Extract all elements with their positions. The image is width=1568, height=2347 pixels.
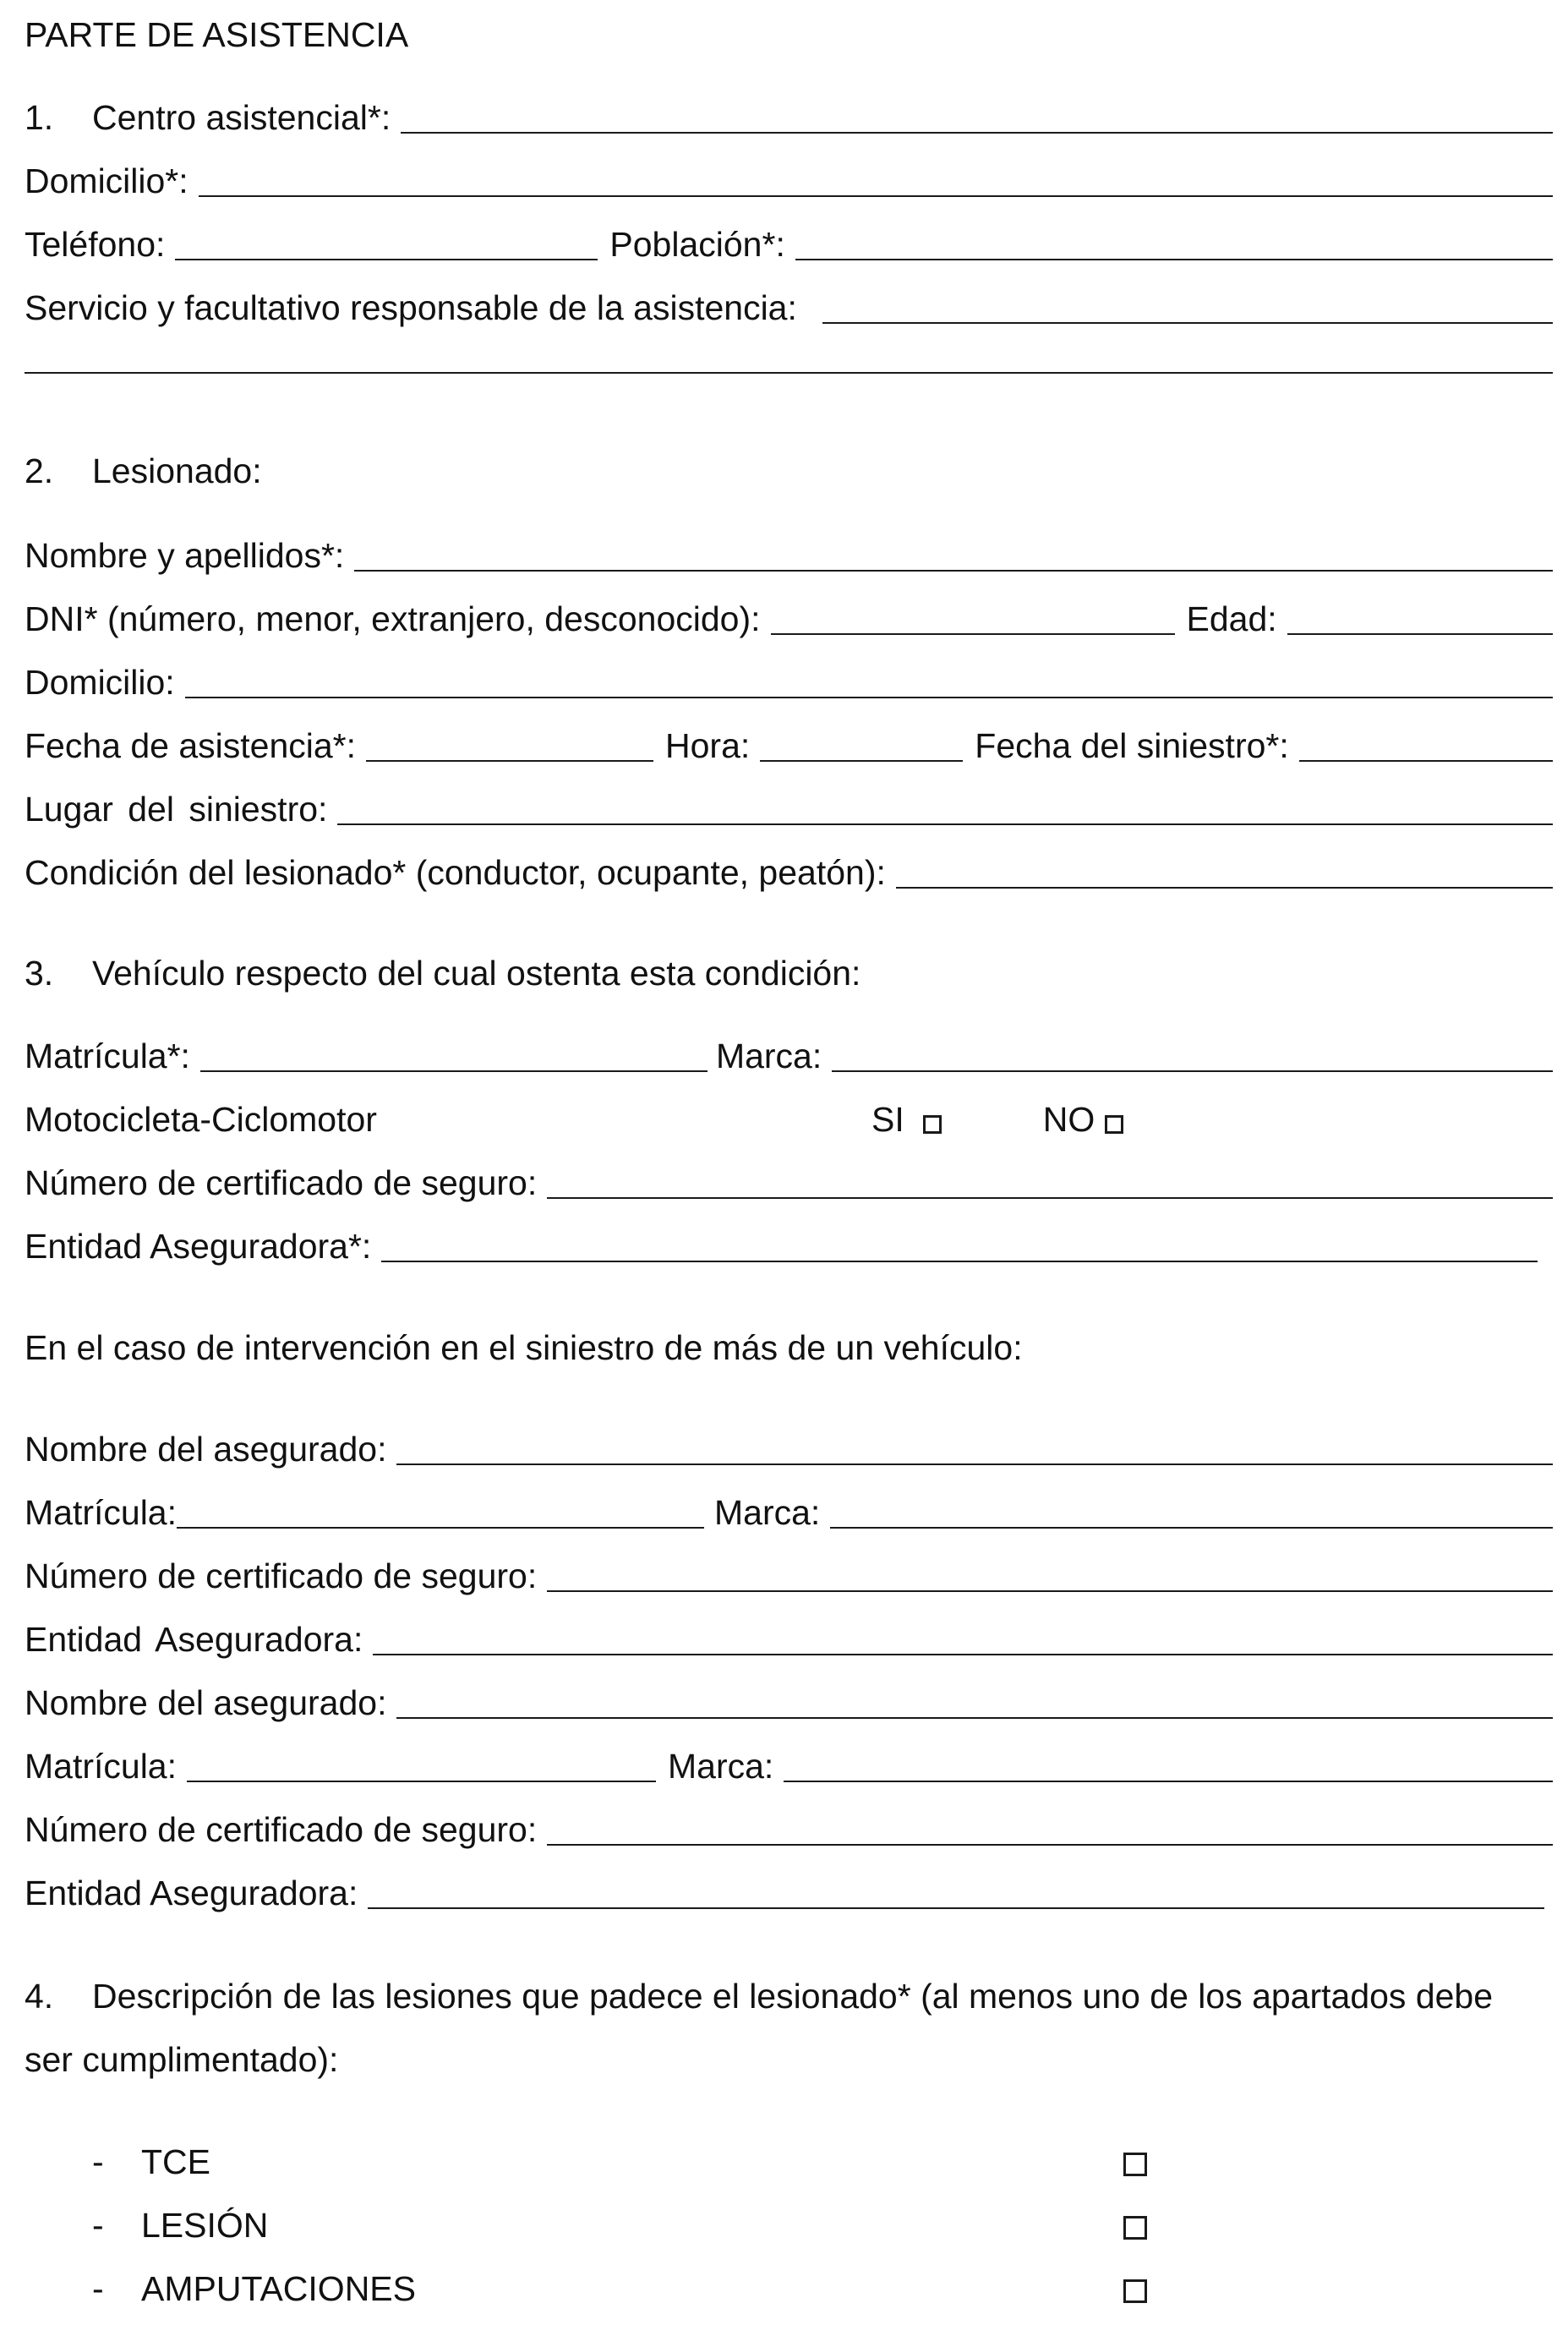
entidad-row bbox=[25, 1213, 1553, 1264]
centro-asistencial-row bbox=[25, 85, 1553, 135]
lugar-siniestro-field[interactable] bbox=[337, 823, 1553, 825]
v2-matricula-marca-row bbox=[25, 1480, 1553, 1530]
hora-label: Hora: bbox=[665, 726, 751, 765]
poblacion-label: Población*: bbox=[609, 225, 785, 264]
motocicleta-row bbox=[25, 1086, 1553, 1137]
v3-marca-label: Marca: bbox=[668, 1747, 774, 1786]
v2-entidad-field[interactable] bbox=[373, 1654, 1553, 1655]
certificado-label: Número de certificado de seguro: bbox=[25, 1163, 538, 1202]
domicilio-lesionado-label: Domicilio: bbox=[25, 663, 175, 702]
marca-label: Marca: bbox=[715, 1037, 822, 1075]
nombre-apellidos-label: Nombre y apellidos*: bbox=[25, 536, 345, 575]
section1-number: 1. bbox=[25, 98, 54, 137]
v2-marca-label: Marca: bbox=[714, 1493, 821, 1532]
telefono-label: Teléfono: bbox=[25, 225, 166, 264]
condicion-field[interactable] bbox=[896, 887, 1553, 889]
list-dash: - bbox=[92, 2142, 104, 2181]
edad-field[interactable] bbox=[1287, 633, 1553, 635]
matricula-label: Matrícula*: bbox=[25, 1037, 190, 1075]
v2-entidad-row bbox=[25, 1606, 1553, 1657]
form-page bbox=[25, 0, 1553, 2347]
v3-certificado-field[interactable] bbox=[547, 1844, 1553, 1846]
v2-matricula-field[interactable] bbox=[177, 1527, 704, 1529]
lesion-checkbox[interactable] bbox=[1123, 2216, 1147, 2240]
v3-certificado-row bbox=[25, 1797, 1553, 1847]
v3-certificado-label: Número de certificado de seguro: bbox=[25, 1810, 538, 1849]
v2-asegurado-label: Nombre del asegurado: bbox=[25, 1430, 387, 1469]
nombre-apellidos-field[interactable] bbox=[354, 570, 1553, 572]
v2-certificado-field[interactable] bbox=[547, 1590, 1553, 1592]
servicio-field[interactable] bbox=[822, 322, 1553, 324]
v3-matricula-field[interactable] bbox=[187, 1781, 656, 1782]
matricula-field[interactable] bbox=[200, 1070, 708, 1072]
vehiculo-heading: Vehículo respecto del cual ostenta esta condición: bbox=[92, 954, 861, 993]
v2-certificado-row bbox=[25, 1543, 1553, 1594]
tce-checkbox[interactable] bbox=[1123, 2153, 1147, 2176]
v3-matricula-label: Matrícula: bbox=[25, 1747, 177, 1786]
marca-field[interactable] bbox=[832, 1070, 1553, 1072]
hora-field[interactable] bbox=[760, 760, 963, 762]
v3-entidad-row bbox=[25, 1860, 1553, 1911]
v3-matricula-marca-row bbox=[25, 1733, 1553, 1784]
dni-label: DNI* (número, menor, extranjero, desconocido): bbox=[25, 599, 761, 638]
servicio-field-continuation[interactable] bbox=[25, 372, 1553, 374]
motocicleta-label: Motocicleta-Ciclomotor bbox=[25, 1100, 377, 1139]
telefono-field[interactable] bbox=[175, 259, 598, 260]
entidad-label: Entidad Aseguradora*: bbox=[25, 1227, 372, 1266]
v2-certificado-label: Número de certificado de seguro: bbox=[25, 1556, 538, 1595]
v3-asegurado-row bbox=[25, 1670, 1553, 1721]
domicilio-centro-label: Domicilio*: bbox=[25, 161, 188, 200]
multi-vehiculo-note: En el caso de intervención en el siniestro de más de un vehículo: bbox=[25, 1328, 1023, 1367]
fecha-siniestro-label: Fecha del siniestro*: bbox=[975, 726, 1289, 765]
dni-field[interactable] bbox=[771, 633, 1175, 635]
domicilio-lesionado-row bbox=[25, 649, 1553, 700]
lugar-siniestro-row bbox=[25, 776, 1553, 827]
domicilio-centro-row bbox=[25, 148, 1553, 199]
v2-asegurado-field[interactable] bbox=[396, 1463, 1553, 1465]
vehiculo-heading-row bbox=[25, 940, 1553, 991]
matricula-marca-row bbox=[25, 1023, 1553, 1074]
v3-entidad-field[interactable] bbox=[368, 1907, 1544, 1909]
list-dash: - bbox=[92, 2206, 104, 2245]
v2-entidad-label: Entidad Aseguradora: bbox=[25, 1620, 363, 1659]
centro-asistencial-field[interactable] bbox=[401, 132, 1553, 134]
lesion-item-lesion bbox=[25, 2192, 1553, 2243]
entidad-field[interactable] bbox=[381, 1261, 1538, 1262]
telefono-poblacion-row bbox=[25, 211, 1553, 262]
poblacion-field[interactable] bbox=[795, 259, 1553, 260]
v3-asegurado-label: Nombre del asegurado: bbox=[25, 1683, 387, 1722]
certificado-field[interactable] bbox=[547, 1197, 1553, 1199]
si-label: SI bbox=[871, 1100, 904, 1139]
servicio-row bbox=[25, 275, 1553, 326]
certificado-row bbox=[25, 1150, 1553, 1201]
si-checkbox[interactable] bbox=[923, 1115, 942, 1134]
no-checkbox[interactable] bbox=[1105, 1115, 1123, 1134]
lesion-item-amputaciones bbox=[25, 2256, 1553, 2306]
lesiones-heading-row bbox=[25, 1963, 1553, 2014]
lesion-item-label: AMPUTACIONES bbox=[141, 2269, 416, 2308]
section3-number: 3. bbox=[25, 954, 54, 993]
domicilio-centro-field[interactable] bbox=[199, 195, 1553, 197]
lesionado-heading-row bbox=[25, 438, 1553, 489]
fecha-asistencia-field[interactable] bbox=[366, 760, 653, 762]
no-label: NO bbox=[1042, 1100, 1095, 1139]
multi-vehiculo-note-row bbox=[25, 1315, 1553, 1365]
v3-marca-field[interactable] bbox=[784, 1781, 1553, 1782]
lesion-item-label: LESIÓN bbox=[141, 2206, 269, 2245]
lesiones-heading-line1: Descripción de las lesiones que padece el lesionado* (al menos uno de los apartados debe bbox=[92, 1977, 1494, 2016]
dni-edad-row bbox=[25, 586, 1553, 637]
section2-number: 2. bbox=[25, 451, 54, 490]
fecha-siniestro-field[interactable] bbox=[1299, 760, 1553, 762]
list-dash: - bbox=[92, 2269, 104, 2308]
lesion-item-tce bbox=[25, 2129, 1553, 2180]
edad-label: Edad: bbox=[1186, 599, 1277, 638]
lesion-item-label: TCE bbox=[141, 2142, 210, 2181]
v2-asegurado-row bbox=[25, 1416, 1553, 1467]
lesiones-heading-row2 bbox=[25, 2027, 1553, 2077]
condicion-label: Condición del lesionado* (conductor, ocupante, peatón): bbox=[25, 853, 886, 892]
v2-matricula-label: Matrícula: bbox=[25, 1493, 177, 1532]
lugar-siniestro-label: Lugar del siniestro: bbox=[25, 790, 328, 829]
form-title: PARTE DE ASISTENCIA bbox=[25, 15, 409, 54]
fechas-row bbox=[25, 713, 1553, 763]
amputaciones-checkbox[interactable] bbox=[1123, 2279, 1147, 2303]
lesionado-heading: Lesionado: bbox=[92, 451, 262, 490]
condicion-row bbox=[25, 840, 1553, 890]
section4-number: 4. bbox=[25, 1977, 54, 2016]
domicilio-lesionado-field[interactable] bbox=[185, 697, 1553, 698]
v2-marca-field[interactable] bbox=[830, 1527, 1553, 1529]
fecha-asistencia-label: Fecha de asistencia*: bbox=[25, 726, 357, 765]
nombre-apellidos-row bbox=[25, 522, 1553, 573]
v3-entidad-label: Entidad Aseguradora: bbox=[25, 1874, 358, 1912]
v3-asegurado-field[interactable] bbox=[396, 1717, 1553, 1719]
lesiones-heading-line2: ser cumplimentado): bbox=[25, 2040, 339, 2079]
centro-asistencial-label: Centro asistencial*: bbox=[92, 98, 391, 137]
servicio-label: Servicio y facultativo responsable de la asistencia: bbox=[25, 288, 797, 327]
form-title-row bbox=[25, 2, 1553, 52]
